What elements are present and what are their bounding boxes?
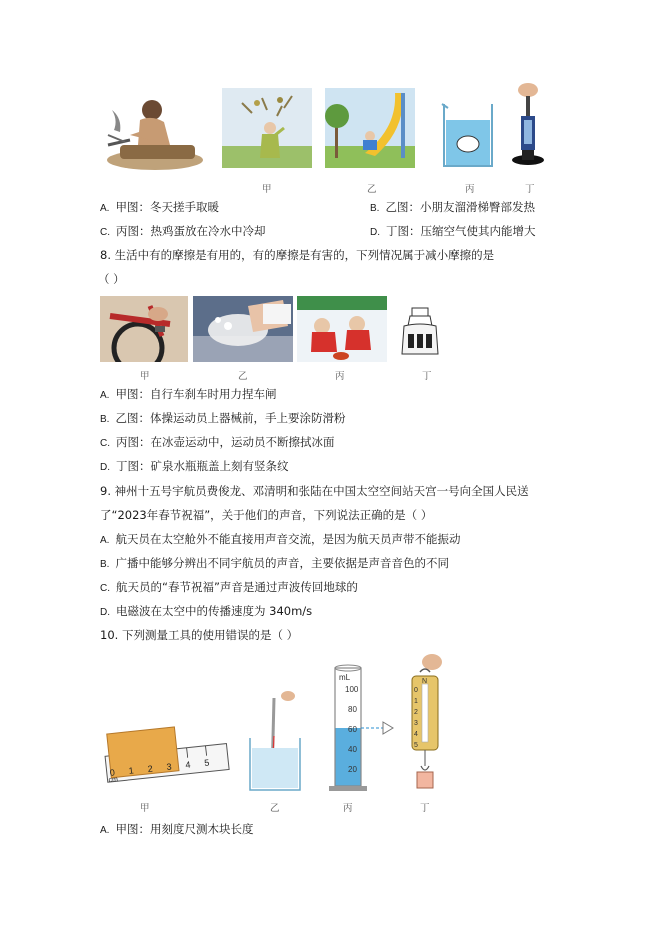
q8-caption-ding: 丁	[422, 371, 432, 382]
q10-figure-yi-thermometer	[244, 686, 310, 794]
q7-figure-ding-pump	[508, 80, 548, 168]
q7-caption-bing: 丙	[465, 184, 475, 195]
q9-option-c[interactable]: C. 航天员的“春节祝福”声音是通过声波传回地球的	[100, 580, 358, 594]
q8-answer-bracket[interactable]: （ ）	[98, 272, 125, 286]
q8-caption-bing: 丙	[335, 371, 345, 382]
q9-option-b[interactable]: B. 广播中能够分辨出不同宇航员的声音，主要依据是声音音色的不同	[100, 556, 449, 570]
spring-scale-tick-0: 0	[414, 687, 418, 694]
ruler-tick-0: 0	[109, 767, 116, 778]
q9-stem-line1: 9. 神州十五号宇航员费俊龙、邓清明和张陆在中国太空空间站天宫一号向全国人民送	[100, 484, 529, 498]
q10-caption-ding: 丁	[420, 803, 430, 814]
q10-figure-jia-ruler	[100, 722, 232, 798]
q8-figure-bing-curling	[297, 296, 387, 362]
q7-caption-yi: 乙	[367, 184, 377, 195]
spring-scale-tick-2: 2	[414, 709, 418, 716]
cylinder-tick-80: 80	[348, 705, 357, 714]
spring-scale-unit: N	[422, 678, 428, 685]
q9-option-a[interactable]: A. 航天员在太空舱外不能直接用声音交流，是因为航天员声带不能振动	[100, 532, 461, 546]
cylinder-unit: mL	[339, 673, 351, 682]
q7-figure-jia-wind	[222, 88, 312, 168]
ruler-tick-1: 1	[128, 765, 135, 776]
q8-option-a[interactable]: A. 甲图：自行车刹车时用力捏车闸	[100, 387, 277, 401]
cylinder-tick-40: 40	[348, 745, 357, 754]
ruler-tick-2: 2	[147, 763, 154, 774]
spring-scale-tick-4: 4	[414, 731, 418, 738]
q10-caption-yi: 乙	[270, 803, 280, 814]
q7-caption-jia: 甲	[262, 184, 272, 195]
q7-caption-ding: 丁	[525, 184, 535, 195]
q7-option-b[interactable]: B. 乙图：小朋友溜滑梯臀部发热	[370, 200, 535, 214]
q8-stem: 8. 生活中有的摩擦是有用的，有的摩擦是有害的，下列情况属于减小摩擦的是	[100, 248, 495, 262]
ruler-tick-5: 5	[203, 757, 210, 768]
spring-scale-tick-5: 5	[414, 742, 418, 749]
q8-caption-jia: 甲	[140, 371, 150, 382]
q8-figure-ding-bottle-cap	[398, 304, 442, 360]
q7-option-d[interactable]: D. 丁图：压缩空气使其内能增大	[370, 224, 536, 238]
q8-option-b[interactable]: B. 乙图：体操运动员上器械前，手上要涂防滑粉	[100, 411, 346, 425]
q10-caption-jia: 甲	[140, 803, 150, 814]
ruler-tick-4: 4	[184, 759, 191, 770]
q7-figure-yi-slide	[325, 88, 415, 168]
q8-figure-yi-gymnast-chalk	[193, 296, 293, 362]
q9-stem-line2: 了“2023年春节祝福”，关于他们的声音，下列说法正确的是（ ）	[100, 508, 433, 522]
q7-figure-primitive-fire	[100, 90, 205, 175]
q7-option-c[interactable]: C. 丙图：热鸡蛋放在冷水中冷却	[100, 224, 266, 238]
cylinder-tick-100: 100	[345, 685, 359, 694]
spring-scale-tick-1: 1	[414, 698, 418, 705]
ruler-tick-3: 3	[166, 761, 173, 772]
q10-figure-ding-spring-scale	[400, 650, 450, 794]
q8-caption-yi: 乙	[238, 371, 248, 382]
q8-option-c[interactable]: C. 丙图：在冰壶运动中，运动员不断擦拭冰面	[100, 435, 335, 449]
cylinder-tick-20: 20	[348, 765, 357, 774]
q10-stem: 10. 下列测量工具的使用错误的是（ ）	[100, 628, 299, 642]
q10-figure-bing-cylinder	[325, 662, 397, 794]
q7-option-a[interactable]: A. 甲图：冬天搓手取暖	[100, 200, 219, 214]
q10-option-a[interactable]: A. 甲图：用刻度尺测木块长度	[100, 822, 254, 836]
q8-figure-jia-bike-brake	[100, 296, 188, 362]
q10-caption-bing: 丙	[343, 803, 353, 814]
cylinder-tick-60: 60	[348, 725, 357, 734]
q9-option-d[interactable]: D. 电磁波在太空中的传播速度为 340m/s	[100, 604, 313, 618]
q8-option-d[interactable]: D. 丁图：矿泉水瓶瓶盖上刻有竖条纹	[100, 459, 289, 473]
ruler-unit: cm	[108, 776, 119, 785]
spring-scale-tick-3: 3	[414, 720, 418, 727]
q7-figure-bing-beaker	[440, 100, 498, 168]
